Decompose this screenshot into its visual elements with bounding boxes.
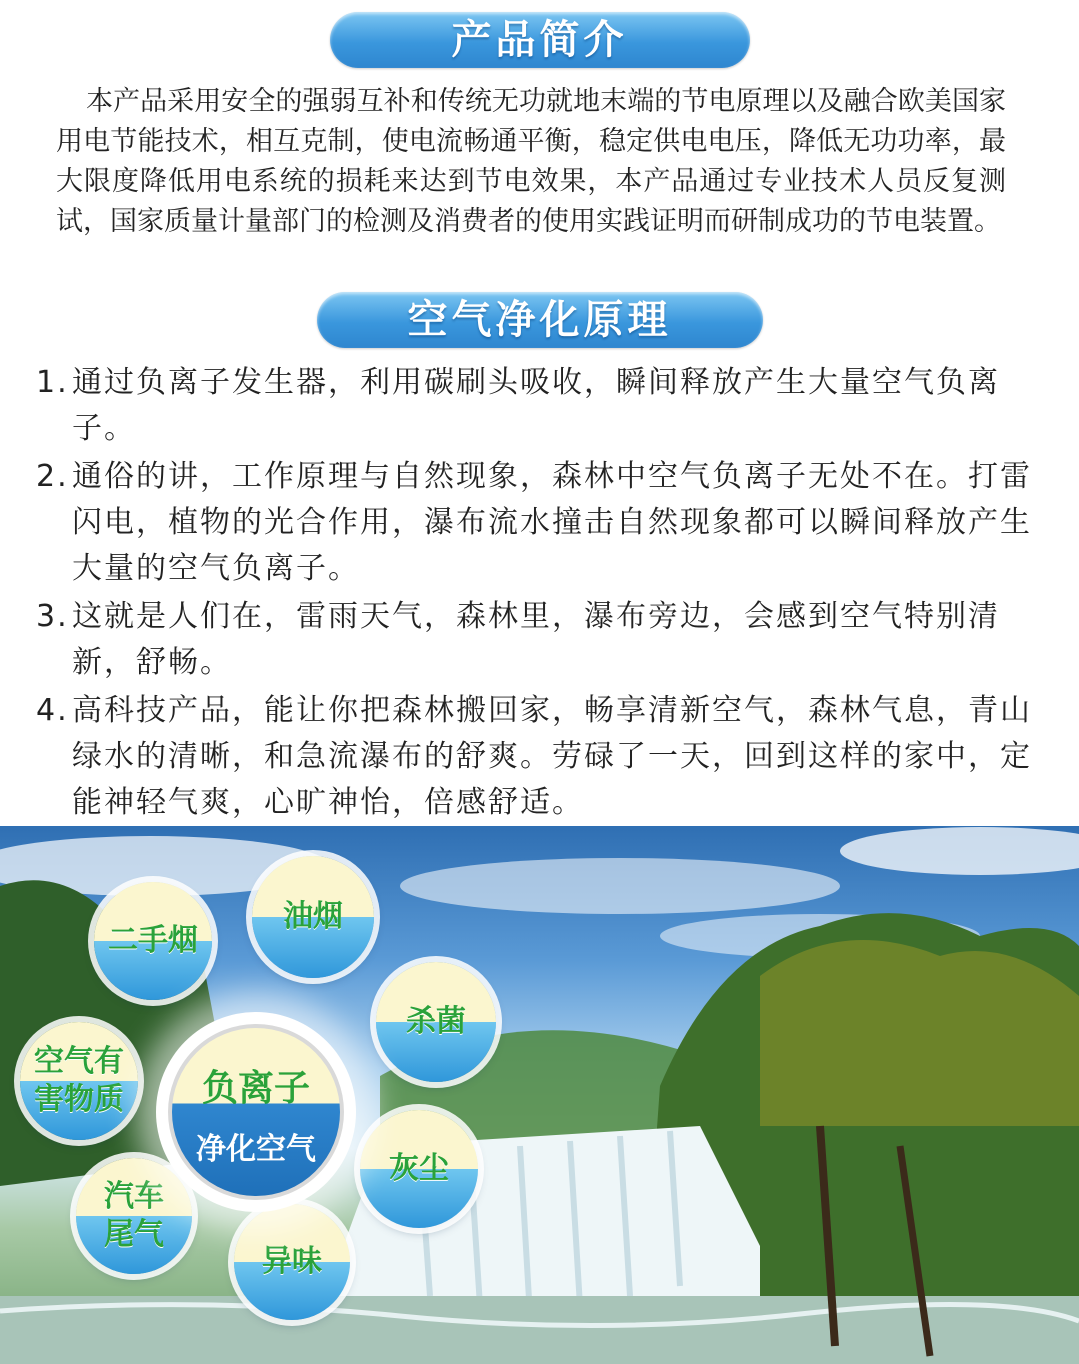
bubble-dust [360, 1110, 478, 1228]
bubble-label-line: 害物质 [34, 1082, 124, 1117]
bubble-harmful-substances [20, 1022, 138, 1140]
center-negative-ion [168, 1024, 344, 1200]
center-subtitle: 净化空气 [196, 1132, 316, 1167]
bubble-label: 二手烟 [108, 923, 198, 958]
item-text: 高科技产品，能让你把森林搬回家，畅享清新空气，森林气息，青山绿水的清晰，和急流瀑布的舒爽。劳碌了一天，回到这样的家中，定能神轻气爽，心旷神怡，倍感舒适。 [72, 693, 1032, 820]
waterfall-forest-image [0, 826, 1079, 1364]
item-number: 4. [36, 693, 69, 728]
section-title-air-purification: 空气净化原理 [317, 292, 763, 348]
list-item [36, 688, 1046, 826]
item-number: 2. [36, 459, 69, 494]
product-intro-text: 本产品采用安全的强弱互补和传统无功就地末端的节电原理以及融合欧美国家用电节能技术，相互克制，使电流畅通平衡，稳定供电电压，降低无功功率，最大限度降低用电系统的损耗来达到节电效果，本产品通过专业技术人员反复测试，国家质量计量部门的检测及消费者的使用实践证明而研制成功的节电装置。 [56, 86, 1006, 237]
bubble-label [34, 1043, 124, 1119]
list-item [36, 454, 1046, 592]
list-item [36, 360, 1046, 452]
bubble-label: 灰尘 [389, 1151, 449, 1186]
item-number: 1. [36, 365, 69, 400]
item-text: 通过负离子发生器，利用碳刷头吸收，瞬间释放产生大量空气负离子。 [72, 365, 1000, 446]
item-text: 这就是人们在，雷雨天气，森林里，瀑布旁边，会感到空气特别清新，舒畅。 [72, 599, 1000, 680]
bubble-car-exhaust [76, 1158, 192, 1274]
list-item [36, 594, 1046, 686]
bubble-cooking-fumes [252, 856, 374, 978]
bubble-label [104, 1178, 164, 1254]
bubble-label-line: 空气有 [34, 1044, 124, 1079]
center-title: 负离子 [201, 1068, 310, 1109]
bubble-odor [234, 1204, 350, 1320]
bubble-label: 杀菌 [406, 1004, 466, 1039]
item-number: 3. [36, 599, 69, 634]
section-title-product-intro: 产品简介 [330, 12, 750, 68]
bubble-label-line: 尾气 [104, 1217, 164, 1252]
bubble-label: 异味 [262, 1244, 322, 1279]
item-text: 通俗的讲，工作原理与自然现象，森林中空气负离子无处不在。打雷闪电，植物的光合作用，瀑布流水撞击自然现象都可以瞬间释放产生大量的空气负离子。 [72, 459, 1032, 586]
bubble-label: 油烟 [283, 899, 343, 934]
principle-list [36, 360, 1046, 828]
bubble-secondhand-smoke [94, 882, 212, 1000]
bubble-sterilize [376, 962, 496, 1082]
bubble-label-line: 汽车 [104, 1179, 164, 1214]
